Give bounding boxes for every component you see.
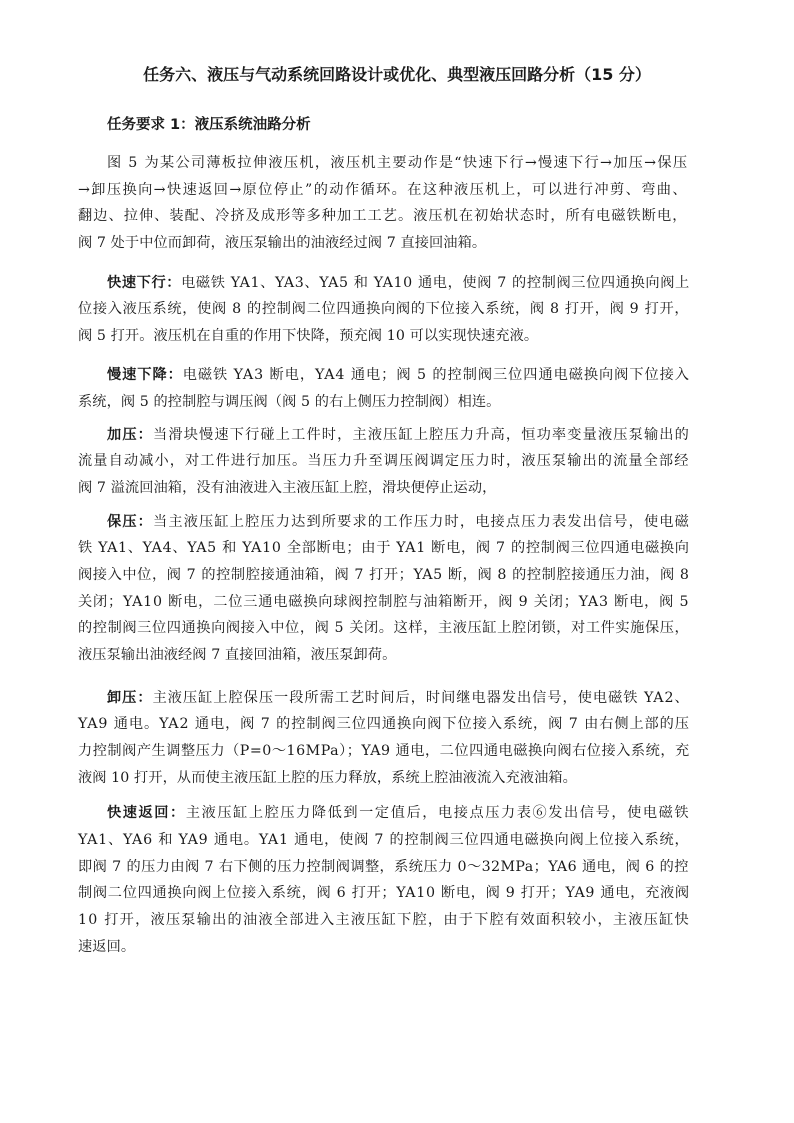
paragraph-text: 阀接入中位，阀 7 的控制腔接通油箱，阀 7 打开；YA5 断，阀 8 的控制腔接通压力油，阀 8 <box>78 567 690 583</box>
paragraph-line <box>78 741 690 761</box>
paragraph-lead-line <box>107 688 690 708</box>
paragraph-text: 主液压缸上腔压力降低到一定值后，电接点压力表⑥发出信号，使电磁铁 <box>185 805 691 821</box>
paragraph-text: 阀 7 溢流回油箱，没有油液进入主液压缸上腔，滑块便停止运动， <box>78 480 497 496</box>
paragraph-text: YA9 通电。YA2 通电，阀 7 的控制阀三位四通换向阀下位接入系统，阀 7 由右侧上部的压 <box>78 716 690 732</box>
paragraph-text: YA1、YA6 和 YA9 通电。YA1 通电，使阀 7 的控制阀三位四通电磁换向阀上位接入系统， <box>78 832 690 848</box>
paragraph-heading: 慢速下降： <box>107 367 183 383</box>
paragraph-heading: 卸压： <box>107 690 153 706</box>
paragraph-text: 主液压缸上腔保压一段所需工艺时间后，时间继电器发出信号，使电磁铁 YA2、 <box>152 690 690 706</box>
paragraph-text: 电磁铁 YA1、YA3、YA5 和 YA10 通电，使阀 7 的控制阀三位四通换向阀上 <box>181 275 690 291</box>
paragraph-line <box>78 714 690 734</box>
paragraph-line <box>78 645 396 665</box>
paragraph-line <box>78 233 486 253</box>
paragraph-heading: 快速返回： <box>107 805 186 821</box>
paragraph-lead-line <box>107 512 690 532</box>
paragraph-text: 液压泵输出油液经阀 7 直接回油箱，液压泵卸荷。 <box>78 647 397 663</box>
paragraph-text: 位接入液压系统，使阀 8 的控制阀二位四通换向阀的下位接入系统，阀 8 打开，阀 9 打开， <box>78 301 690 317</box>
paragraph-heading: 快速下行： <box>107 275 182 291</box>
paragraph-lead-line <box>107 425 690 445</box>
paragraph-line <box>78 592 689 612</box>
paragraph-text: 液阀 10 打开，从而使主液压缸上腔的压力释放，系统上腔油液流入充液油箱。 <box>78 770 577 786</box>
paragraph-line <box>78 538 690 558</box>
paragraph-line <box>78 910 690 930</box>
paragraph-text: 流量自动减小，对工件进行加压。当压力升至调压阀调定压力时，液压泵输出的流量全部经 <box>78 453 690 469</box>
paragraph-text: 阀 5 打开。液压机在自重的作用下快降，预充阀 10 可以实现快速充液。 <box>78 328 539 344</box>
paragraph-line <box>78 618 689 638</box>
paragraph-line <box>78 326 538 346</box>
paragraph-lead-line <box>107 273 690 293</box>
paragraph-text: 速返回。 <box>78 939 136 955</box>
paragraph-text: 铁 YA1、YA4、YA5 和 YA10 全部断电；由于 YA1 断电，阀 7 的控制阀三位四通电磁换向 <box>78 540 690 556</box>
paragraph-text: 关闭；YA10 断电，二位三通电磁换向球阀控制腔与油箱断开，阀 9 关闭；YA3 断电，阀 5 <box>78 594 690 610</box>
paragraph-line <box>78 206 687 226</box>
paragraph-text: 翻边、拉伸、装配、冷挤及成形等多种加工工艺。液压机在初始状态时，所有电磁铁断电， <box>78 208 688 224</box>
paragraph-text: 10 打开，液压泵输出的油液全部进入主液压缸下腔，由于下腔有效面积较小，主液压缸快 <box>78 912 690 928</box>
paragraph-lead-line <box>107 365 690 385</box>
paragraph-line <box>78 180 688 200</box>
paragraph-line <box>78 451 690 471</box>
paragraph-line <box>78 478 496 498</box>
paragraph-text: 的控制阀三位四通换向阀接入中位，阀 5 关闭。这样，主液压缸上腔闭锁，对工件实施保压， <box>78 620 690 636</box>
paragraph-text: →卸压换向→快速返回→原位停止”的动作循环。在这种液压机上，可以进行冲剪、弯曲、 <box>78 182 688 198</box>
paragraph-heading: 保压： <box>107 514 154 530</box>
paragraph-line <box>78 857 689 877</box>
paragraph-text: 制阀二位四通换向阀上位接入系统，阀 6 打开；YA10 断电，阀 9 打开；YA9 通电，充液阀 <box>78 885 690 901</box>
paragraph-heading: 加压： <box>107 427 154 443</box>
paragraph-text: 系统，阀 5 的控制腔与调压阀（阀 5 的右上侧压力控制阀）相连。 <box>78 394 501 410</box>
paragraph-lead-line <box>107 803 690 823</box>
paragraph-line <box>107 153 688 173</box>
paragraph-text: 当滑块慢速下行碰上工件时，主液压缸上腔压力升高，恒功率变量液压泵输出的 <box>153 427 690 443</box>
paragraph-text: 阀 7 处于中位而卸荷，液压泵输出的油液经过阀 7 直接回油箱。 <box>78 235 487 251</box>
paragraph-line <box>78 565 690 585</box>
page-title: 任务六、液压与气动系统回路设计或优化、典型液压回路分析（15 分） <box>143 65 651 84</box>
paragraph-line <box>78 830 689 850</box>
paragraph-text: 力控制阀产生调整压力（P=0～16MPa）；YA9 通电，二位四通电磁换向阀右位接入系统，充 <box>78 743 690 759</box>
paragraph-text: 图 5 为某公司薄板拉伸液压机，液压机主要动作是“快速下行→慢速下行→加压→保压 <box>107 155 689 171</box>
paragraph-line <box>78 937 135 957</box>
paragraph-text: 电磁铁 YA3 断电，YA4 通电；阀 5 的控制阀三位四通电磁换向阀下位接入 <box>182 367 690 383</box>
paragraph-line <box>78 883 690 903</box>
paragraph-line <box>78 392 500 412</box>
paragraph-line <box>78 299 689 319</box>
paragraph-text: 即阀 7 的压力由阀 7 右下侧的压力控制阀调整，系统压力 0～32MPa；YA6 通电，阀 6 的控 <box>78 859 689 875</box>
paragraph-line <box>78 768 577 788</box>
paragraph-text: 当主液压缸上腔压力达到所要求的工作压力时，电接点压力表发出信号，使电磁 <box>153 514 690 530</box>
section-subtitle: 任务要求 1：液压系统油路分析 <box>107 117 311 133</box>
